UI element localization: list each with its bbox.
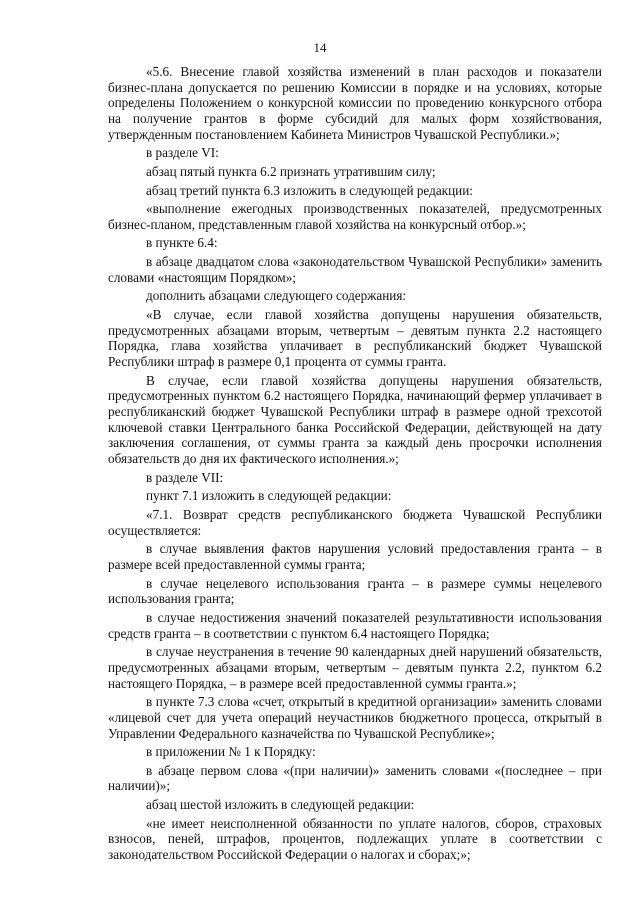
paragraph: в случае неустранения в течение 90 календарных дней нарушений обязательств, предусмотренных абзацами вторым, четвертым – девятым пункта 2.2, пунктом 6.2 настоящего Порядка, – в размере всей предоставленной суммы гранта.»; [108, 644, 602, 691]
paragraph: «В случае, если главой хозяйства допущены нарушения обязательств, предусмотренных абзацами вторым, четвертым – девятым пункта 2.2 настоящего Порядка, глава хозяйства уплачивает в республиканский бюджет Чувашской Республики штраф в размере 0,1 процента от суммы гранта. [108, 306, 602, 370]
paragraph: дополнить абзацами следующего содержания: [146, 288, 407, 304]
paragraph: в пункте 7.3 слова «счет, открытый в кредитной организации» заменить словами «лицевой счет для учета операций неучастников бюджетного процесса, открытый в Управлении Федерального казначейства по Чувашской Республике»; [108, 694, 602, 741]
paragraph: в случае выявления фактов нарушения условий предоставления гранта – в размере всей предоставленной суммы гранта; [108, 541, 602, 572]
paragraph: абзац третий пункта 6.3 изложить в следующей редакции: [146, 182, 473, 198]
paragraph: в пункте 6.4: [146, 235, 218, 251]
paragraph: В случае, если главой хозяйства допущены нарушения обязательств, предусмотренных пунктом 6.2 настоящего Порядка, начинающий фермер уплачивает в республиканский бюджет Чувашской Республики штраф в размере одной трехсотой ключевой ставки Центрального банка Российской Федерации, действующей на дату заключения соглашения, от суммы гранта за каждый день просрочки исполнения обязательств до дня их фактического исполнения.»; [108, 372, 602, 467]
document-body [108, 64, 602, 866]
paragraph: в разделе VII: [146, 469, 224, 485]
paragraph: в случае нецелевого использования гранта – в размере суммы нецелевого использования гранта; [108, 575, 602, 607]
paragraph: «не имеет неисполненной обязанности по уплате налогов, сборов, страховых взносов, пеней, штрафов, процентов, подлежащих уплате в соответствии с законодательством Российской Федерации о налогах и сборах;»; [108, 815, 602, 863]
page-number: 14 [313, 40, 327, 55]
paragraph: абзац пятый пункта 6.2 признать утратившим силу; [146, 164, 436, 179]
paragraph: пункт 7.1 изложить в следующей редакции: [146, 488, 392, 504]
paragraph: в абзаце первом слова «(при наличии)» заменить словами «(последнее – при наличии)»; [108, 762, 602, 794]
paragraph: «выполнение ежегодных производственных показателей, предусмотренных бизнес-планом, представленным главой хозяйства на конкурсный отбор.»; [108, 201, 602, 232]
paragraph: в абзаце двадцатом слова «законодательством Чувашской Республики» заменить словами «настоящим Порядком»; [108, 254, 602, 285]
paragraph: в разделе VI: [146, 145, 219, 161]
paragraph: в приложении № 1 к Порядку: [146, 744, 316, 760]
paragraph: «5.6. Внесение главой хозяйства изменений в план расходов и показатели бизнес-плана допускается по решению Комиссии в порядке и на условиях, которые определены Положением о конкурсной комиссии по проведению конкурсного отбора на получение грантов в форме субсидий для малых форм хозяйствования, утвержденным постановлением Кабинета Министров Чувашской Республики.»; [108, 64, 602, 142]
paragraph: в случае недостижения значений показателей результативности использования средств гранта – в соответствии с пунктом 6.4 настоящего Порядка; [108, 609, 602, 641]
paragraph: абзац шестой изложить в следующей редакции: [146, 797, 415, 813]
paragraph: «7.1. Возврат средств республиканского бюджета Чувашской Республики осуществляется: [108, 506, 602, 538]
